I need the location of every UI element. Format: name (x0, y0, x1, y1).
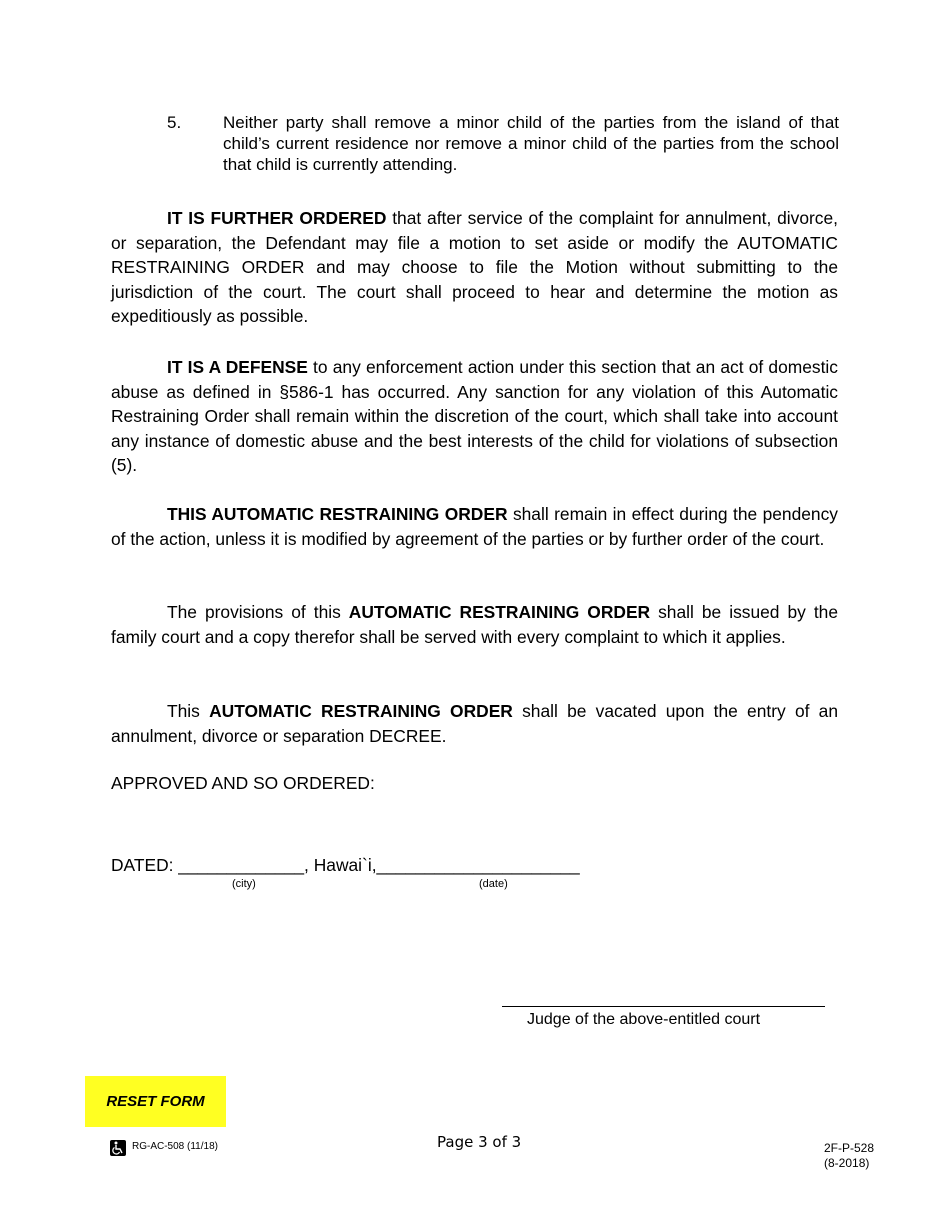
paragraph-text-post: shall be vacated upon the entry of an annulment, divorce or separation DECREE. (111, 701, 839, 746)
paragraph-text: that after service of the complaint for annulment, divorce, or separation, the Defendant may file a motion to set aside or modify the AUTOMATIC RESTRAINING ORDER and may choose to file the Motion without submitting to the jurisdiction of the court. The court shall proceed to hear and determine the motion as expeditiously as possible. (111, 208, 838, 327)
paragraph-text: to any enforcement action under this section that an act of domestic abuse as defined in §586-1 has occurred. Any sanction for any violation of this Automatic Restraining Order shall remain within the discretion of the court, which shall take into account any instance of domestic abuse and the best interests of the child for violations of subsection (5). (111, 357, 838, 476)
paragraph-text-post: shall be issued by the family court and a copy therefor shall be served with every complaint to which it applies. (111, 602, 839, 647)
further-ordered-paragraph (111, 206, 838, 329)
paragraph-lead: THIS AUTOMATIC RESTRAINING ORDER (167, 504, 508, 524)
reset-form-button[interactable]: RESET FORM (85, 1076, 226, 1127)
defense-paragraph (111, 355, 838, 478)
vacated-paragraph (111, 699, 838, 748)
city-caption: (city) (232, 878, 256, 890)
paragraph-bold: AUTOMATIC RESTRAINING ORDER (209, 701, 513, 721)
judge-signature-caption: Judge of the above-entitled court (527, 1011, 761, 1028)
approved-heading: APPROVED AND SO ORDERED: (111, 773, 375, 793)
list-item-number: 5. (167, 113, 182, 132)
paragraph-lead: IT IS FURTHER ORDERED (167, 208, 387, 228)
paragraph-text-pre: The provisions of this (167, 602, 349, 622)
dated-line[interactable]: DATED: _____________, Hawai`i,_____________________ (111, 855, 580, 875)
list-item-text: Neither party shall remove a minor child of the parties from the island of that child’s current residence nor remove a minor child of the parties from the school that child is currently attending. (223, 113, 839, 174)
rg-code: RG-AC-508 (11/18) (132, 1141, 218, 1152)
paragraph-text: shall remain in effect during the pendency of the action, unless it is modified by agreement of the parties or by further order of the court. (111, 504, 838, 549)
paragraph-lead: IT IS A DEFENSE (167, 357, 308, 377)
date-caption: (date) (479, 878, 508, 890)
paragraph-text-pre: This (167, 701, 210, 721)
list-item-5 (167, 112, 839, 175)
form-number-date: (8-2018) (824, 1156, 870, 1170)
provisions-paragraph (111, 600, 838, 649)
judge-signature-line[interactable] (502, 1006, 825, 1007)
page-number: Page 3 of 3 (437, 1133, 522, 1151)
wheelchair-icon (110, 1140, 126, 1156)
remain-in-effect-paragraph (111, 502, 838, 551)
paragraph-bold: AUTOMATIC RESTRAINING ORDER (348, 602, 651, 622)
form-number (824, 1141, 874, 1171)
form-number-code: 2F-P-528 (824, 1141, 875, 1155)
